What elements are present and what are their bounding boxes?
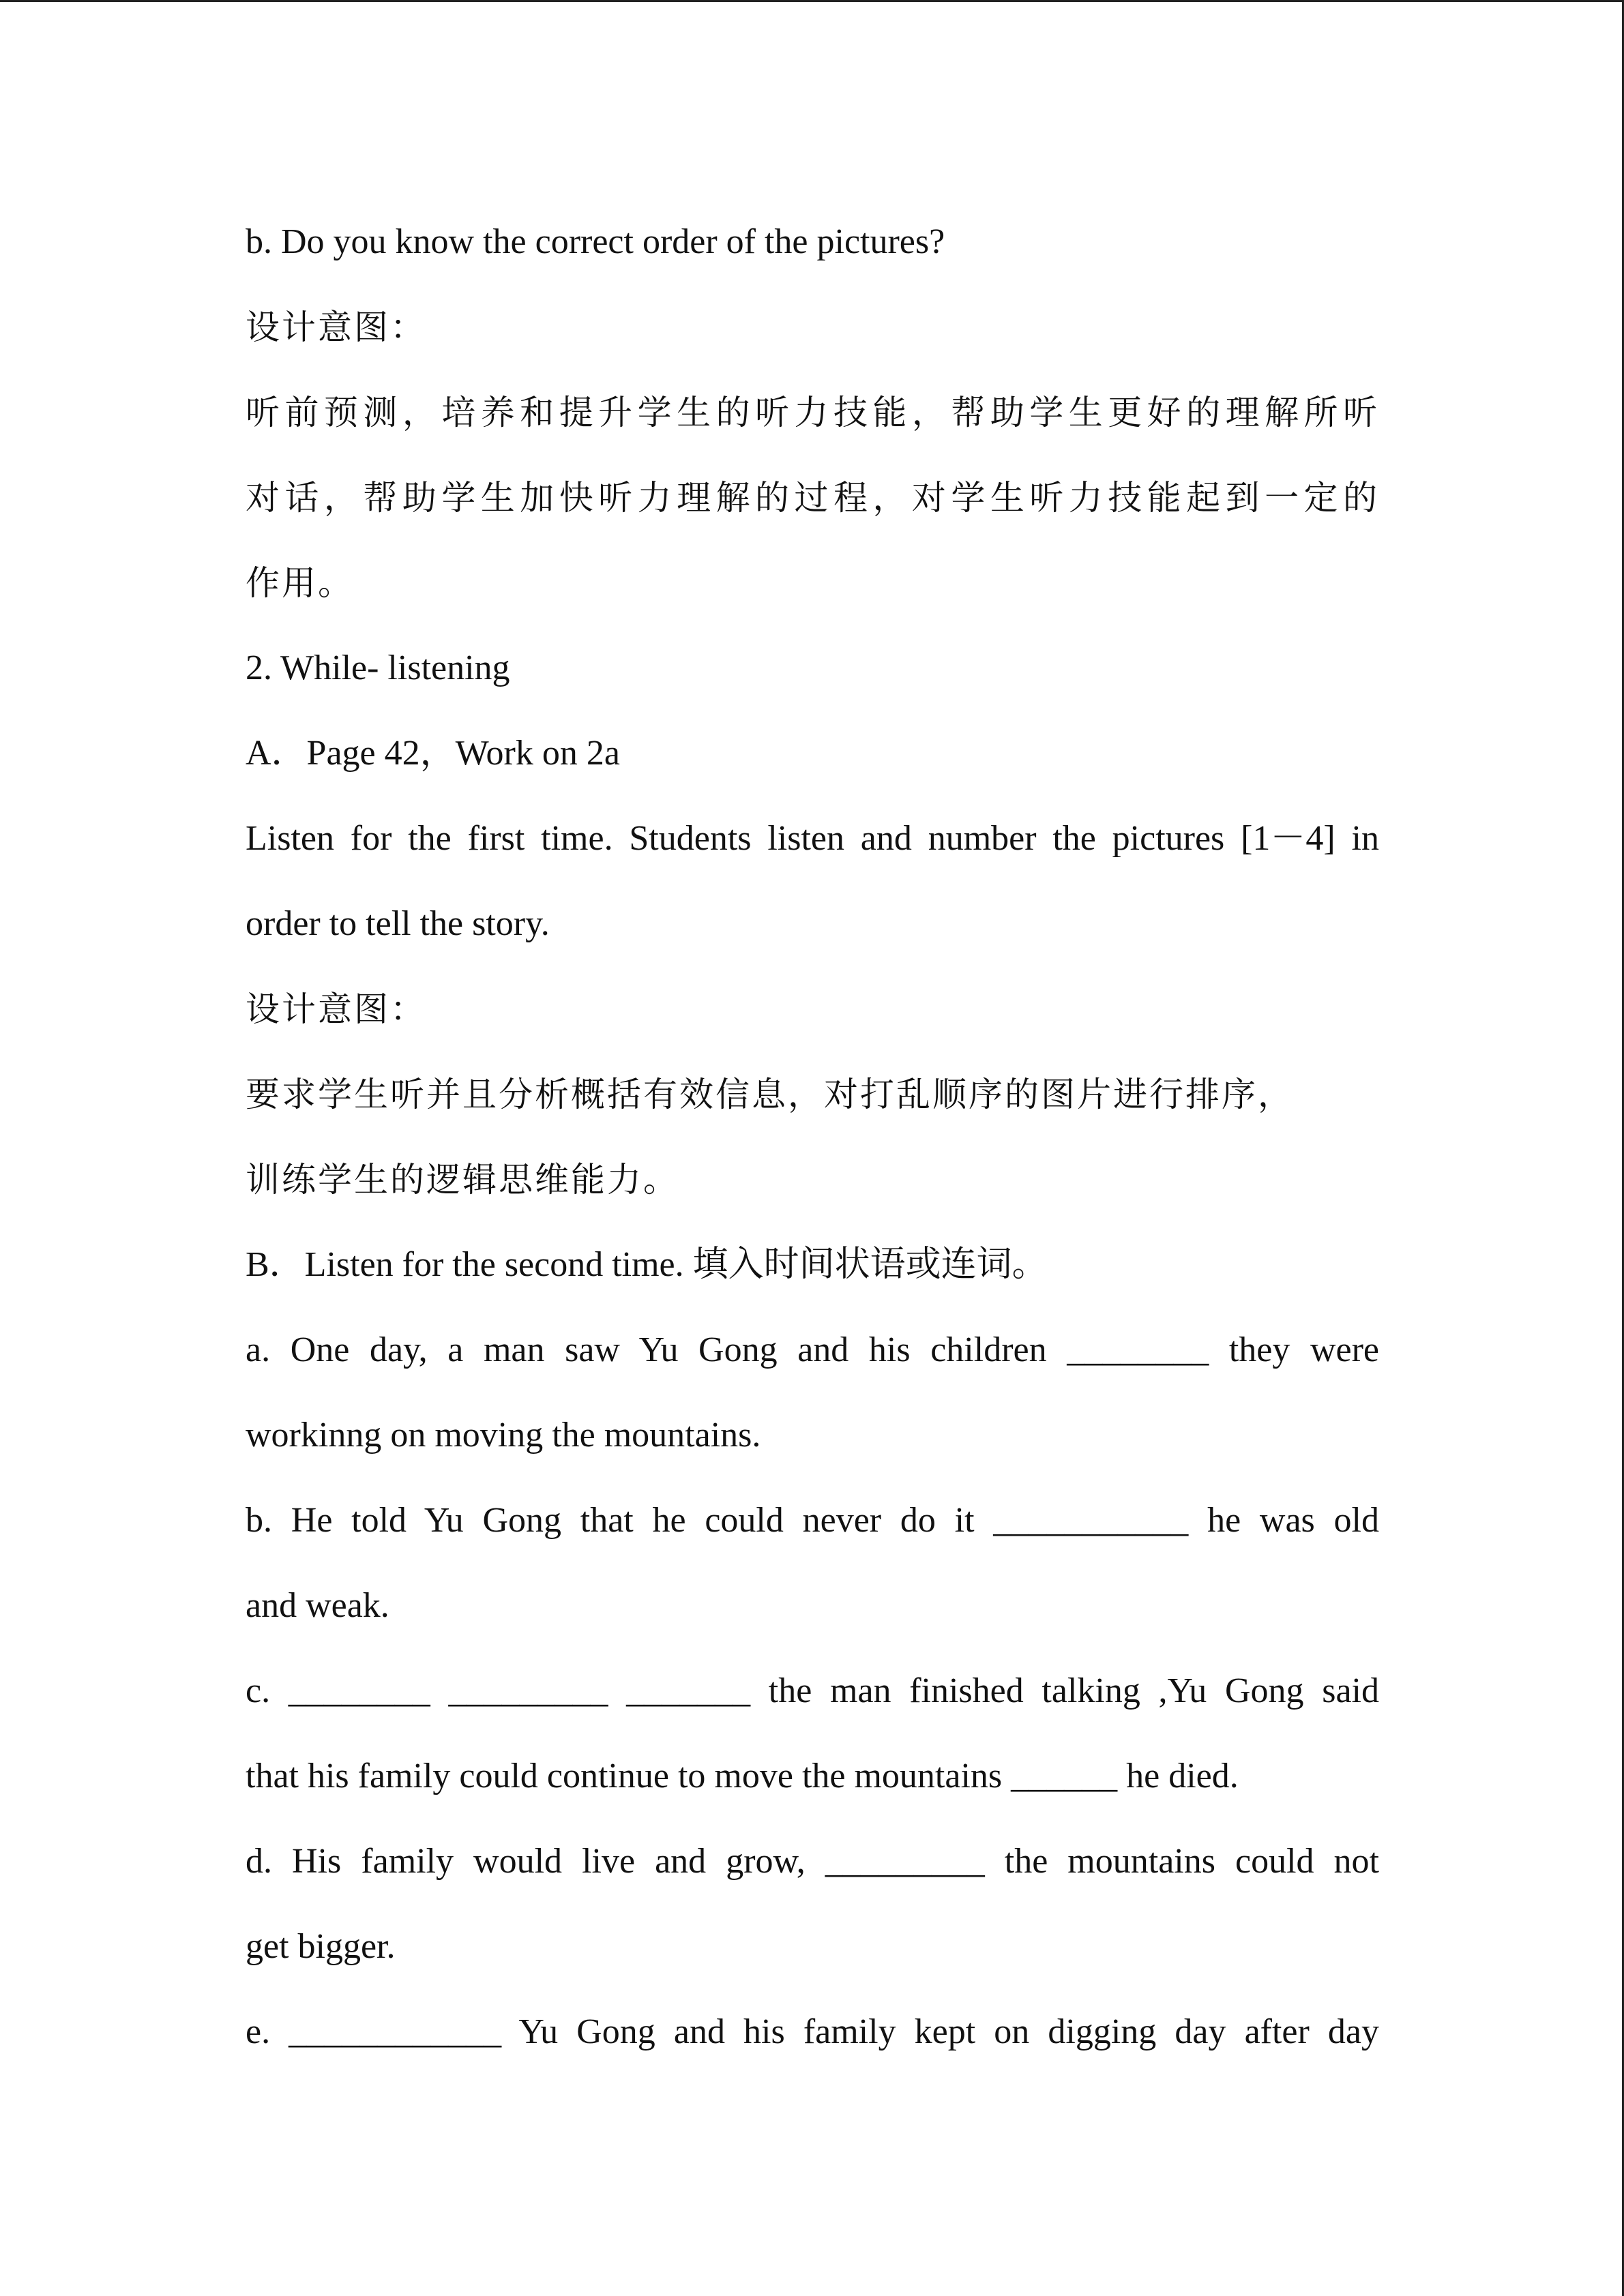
text-line: 要求学生听并且分析概括有效信息，对打乱顺序的图片进行排序， — [246, 1075, 1294, 1114]
exercise-line: e. ____________ Yu Gong and his family kept on digging day after day — [246, 2012, 1379, 2051]
exercise-line: b. He told Yu Gong that he could never do it ___________ he was old — [246, 1501, 1379, 1540]
exercise-line: that his family could continue to move the mountains ______ he died. — [246, 1757, 1239, 1795]
section-heading: 2. While- listening — [246, 648, 510, 687]
text-line: B．Listen for the second time. 填入时间状语或连词。 — [246, 1245, 1048, 1284]
text-line: 训练学生的逻辑思维能力。 — [246, 1160, 679, 1199]
exercise-line: d. His family would live and grow, _________ the mountains could not — [246, 1842, 1379, 1881]
text-line: order to tell the story. — [246, 904, 550, 943]
text-line: b. Do you know the correct order of the pictures? — [246, 222, 945, 261]
text-line: Listen for the first time. Students listen and number the pictures [1－4] in — [246, 819, 1379, 858]
exercise-line: get bigger. — [246, 1927, 396, 1966]
text-line: 作用。 — [246, 563, 354, 603]
text-line: 听前预测，培养和提升学生的听力技能，帮助学生更好的理解所听 — [246, 393, 1379, 432]
text-line: A．Page 42，Work on 2a — [246, 734, 620, 773]
exercise-line: workinng on moving the mountains. — [246, 1416, 761, 1455]
exercise-line: and weak. — [246, 1586, 389, 1625]
exercise-line: a. One day, a man saw Yu Gong and his children ________ they were — [246, 1330, 1379, 1369]
text-line: 对话，帮助学生加快听力理解的过程，对学生听力技能起到一定的 — [246, 478, 1379, 518]
exercise-line: c. ________ _________ _______ the man finished talking ,Yu Gong said — [246, 1671, 1379, 1710]
text-line: 设计意图： — [246, 308, 426, 347]
text-line: 设计意图： — [246, 989, 426, 1029]
